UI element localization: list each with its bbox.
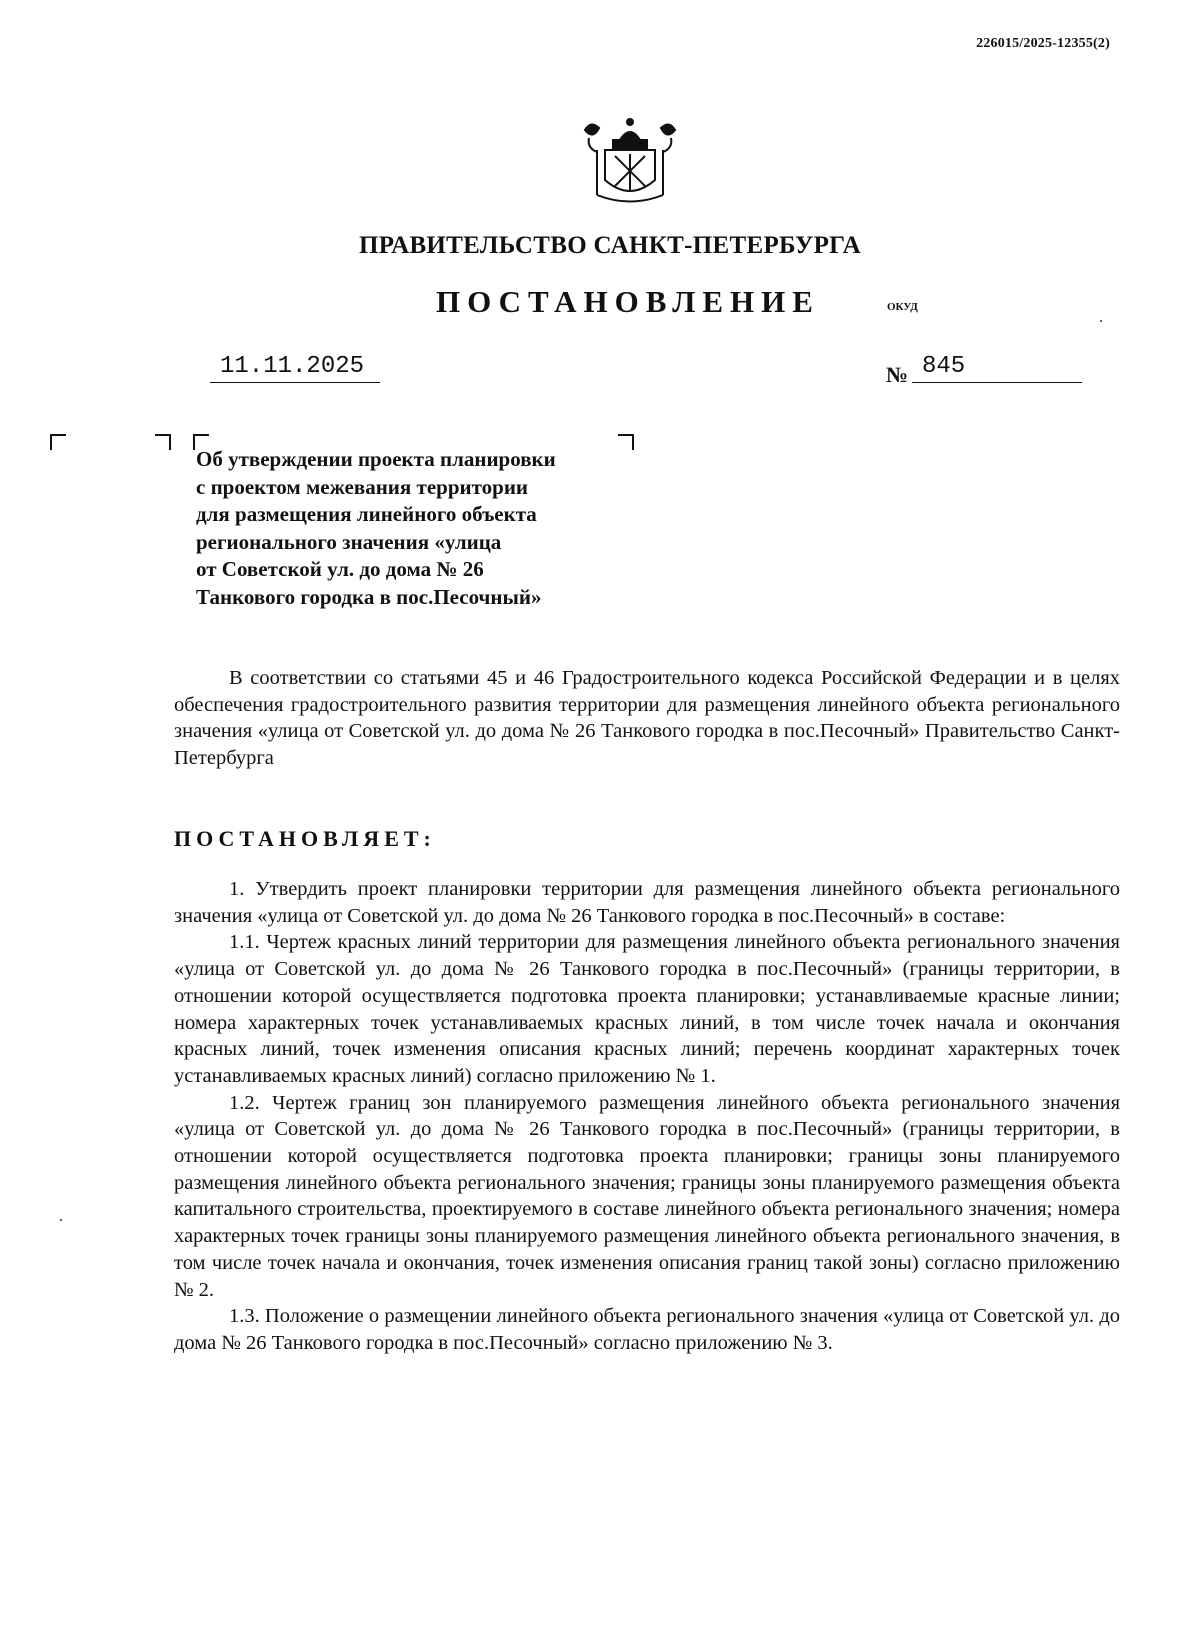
document-registration-number: 226015/2025-12355(2) [976, 36, 1110, 51]
decree-items [174, 876, 1120, 1357]
title-line: регионального значения «улица [196, 529, 502, 554]
saint-petersburg-coat-of-arms-icon [575, 110, 685, 210]
issuing-authority: ПРАВИТЕЛЬСТВО САНКТ-ПЕТЕРБУРГА [358, 232, 862, 259]
document-date: 11.11.2025 [210, 352, 380, 383]
okud-label: ОКУД [887, 301, 918, 313]
number-label: № [886, 362, 909, 387]
document-title [196, 446, 626, 611]
corner-mark [155, 434, 171, 450]
decree-item: 1.2. Чертеж границ зон планируемого размещения линейного объекта регионального значения «улица от Советской ул. до дома № 26 Танкового городка в пос.Песочный» (границы территории, в отношении которой осуществляется подготовка проекта планировки; границы зоны планируемого размещения линейного объекта регионального значения; границы зоны планируемого размещения объекта капитального строительства, проектируемого в составе линейного объекта регионального значения; номера характерных точек границы зоны планируемого размещения линейного объекта регионального значения, в том числе точек начала и окончания, точек изменения описания границ такой зоны) согласно приложению № 2. [174, 1091, 1120, 1301]
decree-item: 1.1. Чертеж красных линий территории для размещения линейного объекта регионального значения «улица от Советской ул. до дома № 26 Танкового городка в пос.Песочный» (границы территории, в отношении которой осуществляется подготовка проекта планировки; устанавливаемые красные линии; номера характерных точек устанавливаемых красных линий, в том числе точек начала и окончания красных линий, точек изменения описания красных линий; перечень координат характерных точек устанавливаемых красных линий) согласно приложению № 1. [174, 931, 1120, 1087]
decree-item: 1. Утвердить проект планировки территории для размещения линейного объекта регионального значения «улица от Советской ул. до дома № 26 Танкового городка в пос.Песочный» в составе: [174, 878, 1120, 927]
title-line: для размещения линейного объекта [196, 502, 537, 526]
title-line: Танкового городка в пос.Песочный» [196, 584, 542, 609]
title-line: от Советской ул. до дома № 26 [196, 557, 484, 581]
preamble-paragraph: В соответствии со статьями 45 и 46 Градостроительного кодекса Российской Федерации и в целях обеспечения градостроительного развития территории для размещения линейного объекта регионального значения «улица от Советской ул. до дома № 26 Танкового городка в пос.Песочный» Правительство Санкт-Петербурга [174, 667, 1120, 770]
document-number: 845 [912, 352, 1082, 383]
decree-item: 1.3. Положение о размещении линейного объекта регионального значения «улица от Советской ул. до дома № 26 Танкового городка в пос.Песочный» согласно приложению № 3. [174, 1305, 1120, 1354]
decree-heading: ПОСТАНОВЛЯЕТ: [174, 826, 436, 851]
scan-speck [60, 1219, 62, 1221]
title-line: с проектом межевания территории [196, 474, 529, 499]
corner-mark [50, 434, 66, 450]
preamble-block [174, 665, 1120, 772]
scan-speck [1100, 320, 1102, 322]
title-line: Об утверждении проекта планировки [196, 447, 556, 471]
document-type: ПОСТАНОВЛЕНИЕ [436, 284, 820, 319]
